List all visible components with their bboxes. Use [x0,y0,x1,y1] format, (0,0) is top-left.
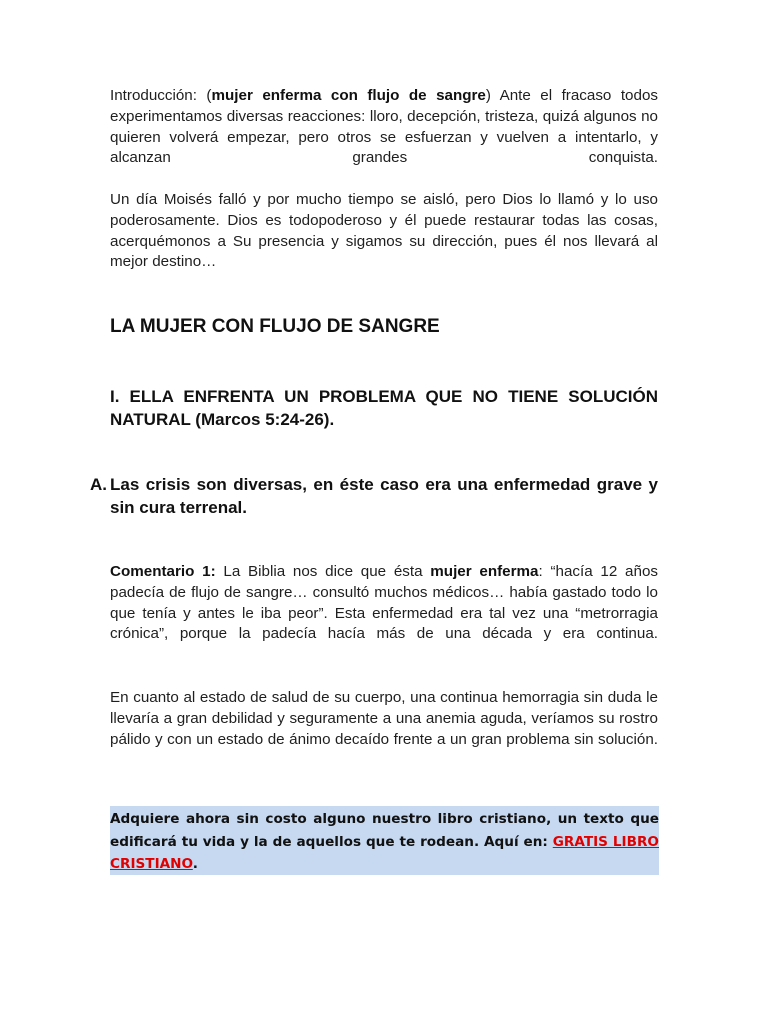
free-book-link[interactable]: GRATIS LIBRO CRISTIANO [110,833,659,872]
comment-part-2: : “hacía 12 años padecía de flujo de sangre… consultó muchos médicos… había gastado todo lo que tenía y antes le iba peor”. Esta enfermedad era tal vez una “metrorragia crónica”, porque la padecía hacía más de una década y era continua. [110,563,658,643]
document-title: LA MUJER CON FLUJO DE SANGRE [110,316,440,337]
subsection-text: Las crisis son diversas, en éste caso era una enfermedad grave y sin cura terrenal. [110,475,658,517]
promo-text [110,806,659,876]
intro-paragraph [110,86,658,169]
promo-end: . [192,856,198,872]
comment-1-paragraph [110,562,658,645]
list-marker: A. [90,475,107,494]
comment-2-paragraph: En cuanto al estado de salud de su cuerpo, una continua hemorragia sin duda le llevaría a gran debilidad y seguramente a una anemia aguda, veríamos su rostro pálido y con un estado de ánimo decaído frente a un gran problema sin solución. [110,689,658,748]
intro-rest: ) Ante el fracaso todos experimentamos diversas reacciones: lloro, decepción, tristeza, quizá algunos no quieren volverá empezar, pero otros se esfuerzan y vuelven a intentarlo, y alcanzan grandes conquista. [110,87,658,167]
comment-label: Comentario 1: [110,563,216,580]
comment-part-1: La Biblia nos dice que ésta [215,563,431,580]
intro-bold-text: mujer enferma con flujo de sangre [211,87,486,104]
comment-bold-text: mujer enferma [430,563,539,580]
subsection-heading [90,473,658,519]
promo-body: Adquiere ahora sin costo alguno nuestro libro cristiano, un texto que edificará tu vida y la de aquellos que te rodean. Aquí en: [110,811,659,850]
intro-prefix: Introducción: ( [110,87,212,104]
intro-second-paragraph: Un día Moisés falló y por mucho tiempo se aisló, pero Dios lo llamó y lo uso poderosamente. Dios es todopoderoso y él puede restaurar todas las cosas, acerquémonos a Su presencia y sigamos su dirección, pues él nos llevará al mejor destino… [110,191,658,271]
section-heading: I. ELLA ENFRENTA UN PROBLEMA QUE NO TIENE SOLUCIÓN NATURAL (Marcos 5:24-26). [110,387,658,429]
promo-banner [110,806,659,875]
